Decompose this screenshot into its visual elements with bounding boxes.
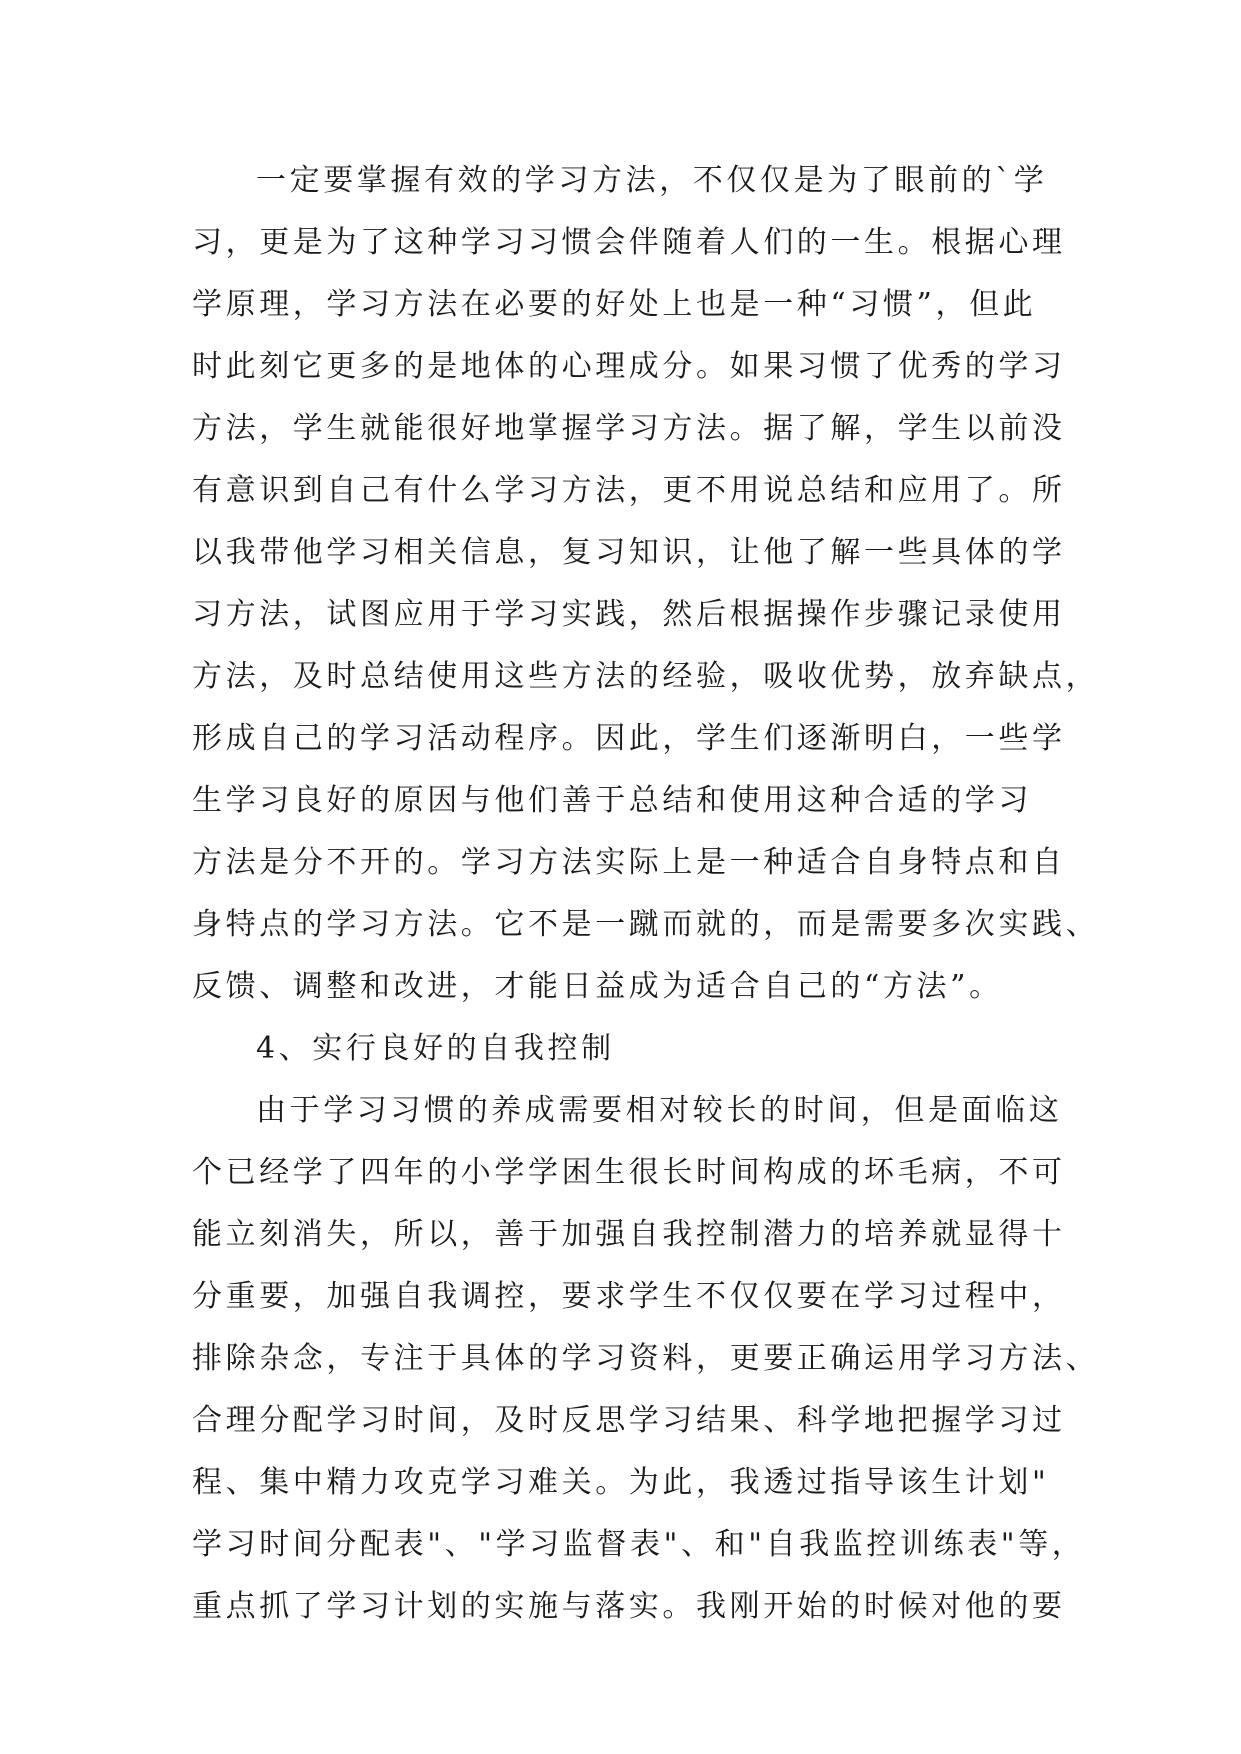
paragraph-line: 方法，学生就能很好地掌握学习方法。据了解，学生以前没 (192, 411, 1066, 446)
paragraph-line: 有意识到自己有什么学习方法，更不用说总结和应用了。所 (192, 473, 1066, 508)
paragraph-line: 时此刻它更多的是地体的心理成分。如果习惯了优秀的学习 (192, 349, 1066, 384)
paragraph-line: 方法是分不开的。学习方法实际上是一种适合自身特点和自 (192, 845, 1066, 880)
paragraph-line: 能立刻消失，所以，善于加强自我控制潜力的培养就显得十 (192, 1217, 1066, 1252)
paragraph-line: 程、集中精力攻克学习难关。为此，我透过指导该生计划" (192, 1465, 1050, 1500)
paragraph-line: 学原理，学习方法在必要的好处上也是一种“习惯”，但此 (192, 287, 1037, 322)
paragraph-line: 习方法，试图应用于学习实践，然后根据操作步骤记录使用 (192, 597, 1066, 632)
paragraph-line: 生学习良好的原因与他们善于总结和使用这种合适的学习 (192, 783, 1032, 818)
paragraph-line: 方法，及时总结使用这些方法的经验，吸收优势，放弃缺点， (192, 659, 1100, 694)
paragraph-line: 形成自己的学习活动程序。因此，学生们逐渐明白，一些学 (192, 721, 1066, 756)
paragraph-line: 一定要掌握有效的学习方法，不仅仅是为了眼前的`学 (256, 163, 1048, 198)
paragraph-line: 重点抓了学习计划的实施与落实。我刚开始的时候对他的要 (192, 1589, 1066, 1624)
paragraph-line: 分重要，加强自我调控，要求学生不仅仅要在学习过程中， (192, 1279, 1066, 1314)
paragraph-line: 由于学习习惯的养成需要相对较长的时间，但是面临这 (256, 1093, 1063, 1128)
section-heading: 4、实行良好的自我控制 (256, 1031, 615, 1066)
paragraph-line: 学习时间分配表"、"学习监督表"、和"自我监控训练表"等， (192, 1527, 1086, 1562)
paragraph-line: 排除杂念，专注于具体的学习资料，更要正确运用学习方法、 (192, 1341, 1100, 1376)
paragraph-line: 合理分配学习时间，及时反思学习结果、科学地把握学习过 (192, 1403, 1066, 1438)
paragraph-line: 个已经学了四年的小学学困生很长时间构成的坏毛病，不可 (192, 1155, 1066, 1190)
paragraph-line: 身特点的学习方法。它不是一蹴而就的，而是需要多次实践、 (192, 907, 1100, 942)
paragraph-line: 习，更是为了这种学习习惯会伴随着人们的一生。根据心理 (192, 225, 1066, 260)
paragraph-line: 以我带他学习相关信息，复习知识，让他了解一些具体的学 (192, 535, 1066, 570)
paragraph-line: 反馈、调整和改进，才能日益成为适合自己的“方法”。 (192, 969, 1003, 1004)
